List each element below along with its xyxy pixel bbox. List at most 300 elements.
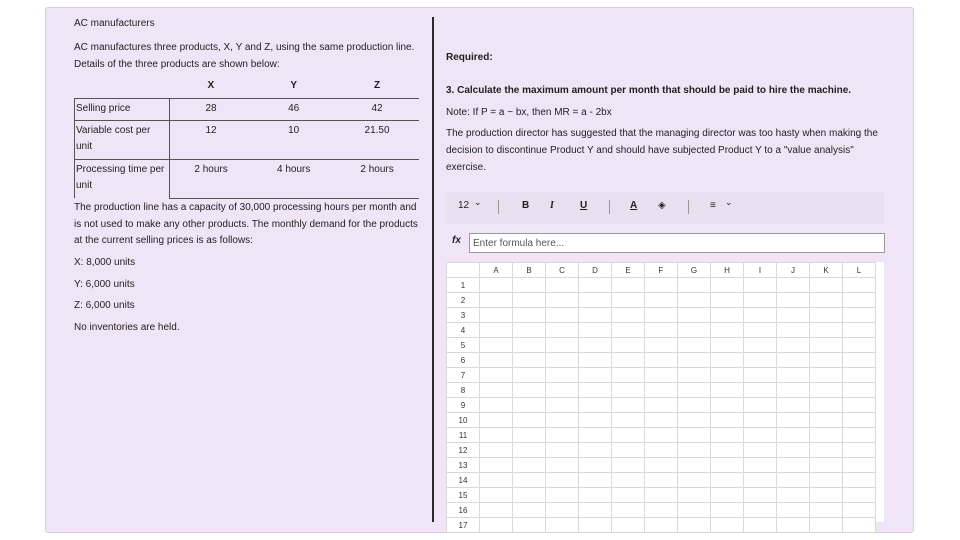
cell-a2[interactable] (480, 293, 513, 308)
cell-d10[interactable] (579, 413, 612, 428)
column-header-a[interactable]: A (480, 263, 513, 278)
cell-c12[interactable] (546, 443, 579, 458)
cell-i7[interactable] (744, 368, 777, 383)
cell-h14[interactable] (711, 473, 744, 488)
cell-d2[interactable] (579, 293, 612, 308)
cell-c9[interactable] (546, 398, 579, 413)
cell-j15[interactable] (777, 488, 810, 503)
cell-l7[interactable] (843, 368, 876, 383)
cell-i4[interactable] (744, 323, 777, 338)
cell-l14[interactable] (843, 473, 876, 488)
cell-e15[interactable] (612, 488, 645, 503)
grid-row (447, 368, 876, 383)
grid-row (447, 503, 876, 518)
cell-e8[interactable] (612, 383, 645, 398)
cell-j9[interactable] (777, 398, 810, 413)
cell-b15[interactable] (513, 488, 546, 503)
column-header-h[interactable]: H (711, 263, 744, 278)
cell-a16[interactable] (480, 503, 513, 518)
cell-b7[interactable] (513, 368, 546, 383)
cell-d17[interactable] (579, 518, 612, 533)
cell-d5[interactable] (579, 338, 612, 353)
cell-e3[interactable] (612, 308, 645, 323)
cell-l13[interactable] (843, 458, 876, 473)
cell-j13[interactable] (777, 458, 810, 473)
cell-f4[interactable] (645, 323, 678, 338)
row-header-11[interactable]: 11 (447, 428, 480, 443)
cell-d15[interactable] (579, 488, 612, 503)
cell-k11[interactable] (810, 428, 843, 443)
cell-k1[interactable] (810, 278, 843, 293)
cell-i15[interactable] (744, 488, 777, 503)
row-header-1[interactable]: 1 (447, 278, 480, 293)
cell-a14[interactable] (480, 473, 513, 488)
cell-value: 2 hours (335, 159, 419, 198)
cell-j5[interactable] (777, 338, 810, 353)
cell-a4[interactable] (480, 323, 513, 338)
cell-c6[interactable] (546, 353, 579, 368)
row-header-16[interactable]: 16 (447, 503, 480, 518)
cell-f7[interactable] (645, 368, 678, 383)
chevron-down-icon[interactable]: ⌄ (725, 197, 733, 207)
cell-b11[interactable] (513, 428, 546, 443)
cell-j3[interactable] (777, 308, 810, 323)
cell-f15[interactable] (645, 488, 678, 503)
align-icon[interactable]: ≡ (710, 200, 716, 211)
cell-i5[interactable] (744, 338, 777, 353)
cell-value: 12 (169, 120, 252, 159)
cell-e11[interactable] (612, 428, 645, 443)
cell-l16[interactable] (843, 503, 876, 518)
cell-l3[interactable] (843, 308, 876, 323)
case-title: AC manufacturers (74, 18, 155, 29)
column-header-d[interactable]: D (579, 263, 612, 278)
column-header-e[interactable]: E (612, 263, 645, 278)
cell-i17[interactable] (744, 518, 777, 533)
cell-b17[interactable] (513, 518, 546, 533)
inventory-note: No inventories are held. (74, 322, 180, 333)
table-header-x: X (169, 79, 252, 98)
cell-e17[interactable] (612, 518, 645, 533)
cell-i8[interactable] (744, 383, 777, 398)
cell-a11[interactable] (480, 428, 513, 443)
cell-b4[interactable] (513, 323, 546, 338)
spreadsheet-toolbar (446, 192, 884, 224)
cell-e9[interactable] (612, 398, 645, 413)
cell-c2[interactable] (546, 293, 579, 308)
cell-l15[interactable] (843, 488, 876, 503)
cell-l2[interactable] (843, 293, 876, 308)
cell-h16[interactable] (711, 503, 744, 518)
cell-i9[interactable] (744, 398, 777, 413)
cell-i13[interactable] (744, 458, 777, 473)
grid-row (447, 443, 876, 458)
cell-f1[interactable] (645, 278, 678, 293)
cell-f17[interactable] (645, 518, 678, 533)
cell-b13[interactable] (513, 458, 546, 473)
row-header-4[interactable]: 4 (447, 323, 480, 338)
cell-f13[interactable] (645, 458, 678, 473)
cell-l5[interactable] (843, 338, 876, 353)
cell-k3[interactable] (810, 308, 843, 323)
cell-f9[interactable] (645, 398, 678, 413)
cell-d8[interactable] (579, 383, 612, 398)
cell-j14[interactable] (777, 473, 810, 488)
cell-h15[interactable] (711, 488, 744, 503)
cell-c3[interactable] (546, 308, 579, 323)
row-header-3[interactable]: 3 (447, 308, 480, 323)
cell-b9[interactable] (513, 398, 546, 413)
column-header-i[interactable]: I (744, 263, 777, 278)
cell-i14[interactable] (744, 473, 777, 488)
cell-e6[interactable] (612, 353, 645, 368)
cell-g14[interactable] (678, 473, 711, 488)
note-text: Note: If P = a − bx, then MR = a - 2bx (446, 107, 612, 118)
cell-c14[interactable] (546, 473, 579, 488)
row-header-2[interactable]: 2 (447, 293, 480, 308)
cell-g10[interactable] (678, 413, 711, 428)
cell-j16[interactable] (777, 503, 810, 518)
cell-d16[interactable] (579, 503, 612, 518)
cell-h1[interactable] (711, 278, 744, 293)
cell-c17[interactable] (546, 518, 579, 533)
cell-g17[interactable] (678, 518, 711, 533)
cell-c8[interactable] (546, 383, 579, 398)
column-header-l[interactable]: L (843, 263, 876, 278)
italic-button[interactable]: I (550, 200, 554, 211)
sheet-table (446, 262, 876, 533)
cell-i6[interactable] (744, 353, 777, 368)
intro-text: AC manufactures three products, X, Y and Z, using the same production line. Details of the three products are shown below: (74, 42, 415, 70)
cell-a7[interactable] (480, 368, 513, 383)
text-color-button[interactable]: A (630, 200, 638, 211)
cell-g16[interactable] (678, 503, 711, 518)
fx-label: fx (452, 235, 461, 246)
cell-g3[interactable] (678, 308, 711, 323)
table-header-z: Z (335, 79, 419, 98)
cell-f3[interactable] (645, 308, 678, 323)
cell-c16[interactable] (546, 503, 579, 518)
cell-l8[interactable] (843, 383, 876, 398)
cell-h17[interactable] (711, 518, 744, 533)
cell-l17[interactable] (843, 518, 876, 533)
cell-b8[interactable] (513, 383, 546, 398)
cell-g6[interactable] (678, 353, 711, 368)
grid-row (447, 278, 876, 293)
cell-h3[interactable] (711, 308, 744, 323)
grid-row (447, 293, 876, 308)
production-text: The production director has suggested that the managing director was too hasty when making the decision to discontinue Product Y and should have subjected Product Y to a "value analysis" exercise. (446, 128, 878, 173)
cell-a3[interactable] (480, 308, 513, 323)
demand-y: Y: 6,000 units (74, 279, 135, 290)
grid-corner[interactable] (447, 263, 480, 278)
cell-a9[interactable] (480, 398, 513, 413)
cell-e2[interactable] (612, 293, 645, 308)
cell-d14[interactable] (579, 473, 612, 488)
cell-d11[interactable] (579, 428, 612, 443)
cell-a5[interactable] (480, 338, 513, 353)
underline-button[interactable]: U (580, 200, 588, 211)
cell-c10[interactable] (546, 413, 579, 428)
cell-a8[interactable] (480, 383, 513, 398)
cell-k5[interactable] (810, 338, 843, 353)
cell-e5[interactable] (612, 338, 645, 353)
cell-value: 21.50 (335, 120, 419, 159)
cell-k14[interactable] (810, 473, 843, 488)
cell-value: 28 (169, 98, 252, 120)
cell-b2[interactable] (513, 293, 546, 308)
cell-l10[interactable] (843, 413, 876, 428)
cell-k13[interactable] (810, 458, 843, 473)
cell-g4[interactable] (678, 323, 711, 338)
cell-h11[interactable] (711, 428, 744, 443)
cell-i11[interactable] (744, 428, 777, 443)
chevron-down-icon[interactable]: ⌄ (474, 197, 482, 207)
cell-l1[interactable] (843, 278, 876, 293)
cell-j2[interactable] (777, 293, 810, 308)
cell-g5[interactable] (678, 338, 711, 353)
row-label: Processing time per unit (75, 159, 170, 198)
cell-j4[interactable] (777, 323, 810, 338)
row-header-14[interactable]: 14 (447, 473, 480, 488)
row-header-15[interactable]: 15 (447, 488, 480, 503)
font-size-select[interactable]: 12 (458, 200, 470, 211)
cell-e4[interactable] (612, 323, 645, 338)
cell-g7[interactable] (678, 368, 711, 383)
cell-l4[interactable] (843, 323, 876, 338)
cell-i16[interactable] (744, 503, 777, 518)
cell-k2[interactable] (810, 293, 843, 308)
toolbar-separator (609, 200, 610, 214)
cell-j6[interactable] (777, 353, 810, 368)
cell-k12[interactable] (810, 443, 843, 458)
cell-j7[interactable] (777, 368, 810, 383)
cell-f11[interactable] (645, 428, 678, 443)
column-header-f[interactable]: F (645, 263, 678, 278)
row-header-6[interactable]: 6 (447, 353, 480, 368)
cell-d12[interactable] (579, 443, 612, 458)
row-header-13[interactable]: 13 (447, 458, 480, 473)
table-header-y: Y (252, 79, 335, 98)
toolbar-separator (498, 200, 499, 214)
cell-k7[interactable] (810, 368, 843, 383)
cell-c7[interactable] (546, 368, 579, 383)
cell-e7[interactable] (612, 368, 645, 383)
row-header-17[interactable]: 17 (447, 518, 480, 533)
column-header-k[interactable]: K (810, 263, 843, 278)
cell-h2[interactable] (711, 293, 744, 308)
cell-i12[interactable] (744, 443, 777, 458)
row-header-9[interactable]: 9 (447, 398, 480, 413)
cell-f2[interactable] (645, 293, 678, 308)
cell-value: 4 hours (252, 159, 335, 198)
cell-a17[interactable] (480, 518, 513, 533)
cell-value: 2 hours (169, 159, 252, 198)
cell-d1[interactable] (579, 278, 612, 293)
row-header-5[interactable]: 5 (447, 338, 480, 353)
cell-i2[interactable] (744, 293, 777, 308)
cell-f6[interactable] (645, 353, 678, 368)
capacity-text: The production line has a capacity of 30,000 processing hours per month and is not used to make any other products. The monthly demand for the products at the current selling prices is as follows: (74, 202, 418, 247)
cell-j11[interactable] (777, 428, 810, 443)
cell-k16[interactable] (810, 503, 843, 518)
grid-row (447, 518, 876, 533)
table-row (75, 98, 420, 120)
cell-value: 46 (252, 98, 335, 120)
cell-j1[interactable] (777, 278, 810, 293)
products-table (74, 79, 419, 199)
cell-d4[interactable] (579, 323, 612, 338)
cell-h13[interactable] (711, 458, 744, 473)
row-header-8[interactable]: 8 (447, 383, 480, 398)
cell-b12[interactable] (513, 443, 546, 458)
grid-row (447, 308, 876, 323)
cell-d13[interactable] (579, 458, 612, 473)
cell-h9[interactable] (711, 398, 744, 413)
grid-row (447, 398, 876, 413)
grid-row (447, 338, 876, 353)
grid-row (447, 488, 876, 503)
formula-input[interactable] (469, 233, 885, 253)
cell-h7[interactable] (711, 368, 744, 383)
row-label: Selling price (75, 98, 170, 120)
spreadsheet-grid (446, 262, 884, 530)
cell-g1[interactable] (678, 278, 711, 293)
row-header-12[interactable]: 12 (447, 443, 480, 458)
cell-b6[interactable] (513, 353, 546, 368)
grid-row (447, 458, 876, 473)
cell-j17[interactable] (777, 518, 810, 533)
toolbar-separator (688, 200, 689, 214)
cell-k15[interactable] (810, 488, 843, 503)
cell-k6[interactable] (810, 353, 843, 368)
cell-a15[interactable] (480, 488, 513, 503)
cell-a13[interactable] (480, 458, 513, 473)
cell-c15[interactable] (546, 488, 579, 503)
row-header-7[interactable]: 7 (447, 368, 480, 383)
cell-e10[interactable] (612, 413, 645, 428)
grid-row (447, 473, 876, 488)
cell-b3[interactable] (513, 308, 546, 323)
cell-k9[interactable] (810, 398, 843, 413)
cell-e13[interactable] (612, 458, 645, 473)
cell-f16[interactable] (645, 503, 678, 518)
cell-f12[interactable] (645, 443, 678, 458)
cell-a12[interactable] (480, 443, 513, 458)
cell-l12[interactable] (843, 443, 876, 458)
cell-c5[interactable] (546, 338, 579, 353)
cell-c1[interactable] (546, 278, 579, 293)
cell-i1[interactable] (744, 278, 777, 293)
column-header-g[interactable]: G (678, 263, 711, 278)
cell-g15[interactable] (678, 488, 711, 503)
cell-e1[interactable] (612, 278, 645, 293)
cell-c4[interactable] (546, 323, 579, 338)
question-text: 3. Calculate the maximum amount per month that should be paid to hire the machine. (446, 85, 852, 96)
table-header-empty (75, 79, 170, 98)
cell-i10[interactable] (744, 413, 777, 428)
cell-j10[interactable] (777, 413, 810, 428)
cell-h12[interactable] (711, 443, 744, 458)
cell-e12[interactable] (612, 443, 645, 458)
cell-b14[interactable] (513, 473, 546, 488)
cell-l11[interactable] (843, 428, 876, 443)
cell-value: 42 (335, 98, 419, 120)
grid-row (447, 428, 876, 443)
cell-g13[interactable] (678, 458, 711, 473)
cell-d3[interactable] (579, 308, 612, 323)
cell-g9[interactable] (678, 398, 711, 413)
cell-l6[interactable] (843, 353, 876, 368)
grid-row (447, 383, 876, 398)
cell-k17[interactable] (810, 518, 843, 533)
cell-g8[interactable] (678, 383, 711, 398)
cell-a10[interactable] (480, 413, 513, 428)
column-header-b[interactable]: B (513, 263, 546, 278)
cell-h10[interactable] (711, 413, 744, 428)
cell-value: 10 (252, 120, 335, 159)
bold-button[interactable]: B (522, 200, 530, 211)
cell-f14[interactable] (645, 473, 678, 488)
cell-h8[interactable] (711, 383, 744, 398)
row-header-10[interactable]: 10 (447, 413, 480, 428)
cell-f8[interactable] (645, 383, 678, 398)
cell-h6[interactable] (711, 353, 744, 368)
cell-b16[interactable] (513, 503, 546, 518)
cell-k4[interactable] (810, 323, 843, 338)
panel-divider (432, 17, 434, 522)
grid-row (447, 353, 876, 368)
cell-l9[interactable] (843, 398, 876, 413)
cell-h5[interactable] (711, 338, 744, 353)
cell-d6[interactable] (579, 353, 612, 368)
cell-a6[interactable] (480, 353, 513, 368)
required-heading: Required: (446, 52, 493, 63)
cell-g11[interactable] (678, 428, 711, 443)
cell-k8[interactable] (810, 383, 843, 398)
cell-j12[interactable] (777, 443, 810, 458)
cell-c13[interactable] (546, 458, 579, 473)
cell-f10[interactable] (645, 413, 678, 428)
grid-row (447, 413, 876, 428)
cell-i3[interactable] (744, 308, 777, 323)
table-row (75, 120, 420, 159)
fill-color-icon[interactable]: ◈ (658, 200, 666, 211)
row-label: Variable cost per unit (75, 120, 170, 159)
column-header-j[interactable]: J (777, 263, 810, 278)
cell-a1[interactable] (480, 278, 513, 293)
cell-e16[interactable] (612, 503, 645, 518)
column-header-c[interactable]: C (546, 263, 579, 278)
cell-g12[interactable] (678, 443, 711, 458)
demand-z: Z: 6,000 units (74, 300, 135, 311)
cell-k10[interactable] (810, 413, 843, 428)
cell-e14[interactable] (612, 473, 645, 488)
grid-row (447, 323, 876, 338)
cell-b10[interactable] (513, 413, 546, 428)
cell-g2[interactable] (678, 293, 711, 308)
cell-b5[interactable] (513, 338, 546, 353)
table-row (75, 159, 420, 198)
cell-f5[interactable] (645, 338, 678, 353)
cell-c11[interactable] (546, 428, 579, 443)
cell-b1[interactable] (513, 278, 546, 293)
demand-x: X: 8,000 units (74, 257, 136, 268)
cell-j8[interactable] (777, 383, 810, 398)
cell-h4[interactable] (711, 323, 744, 338)
cell-d9[interactable] (579, 398, 612, 413)
cell-d7[interactable] (579, 368, 612, 383)
